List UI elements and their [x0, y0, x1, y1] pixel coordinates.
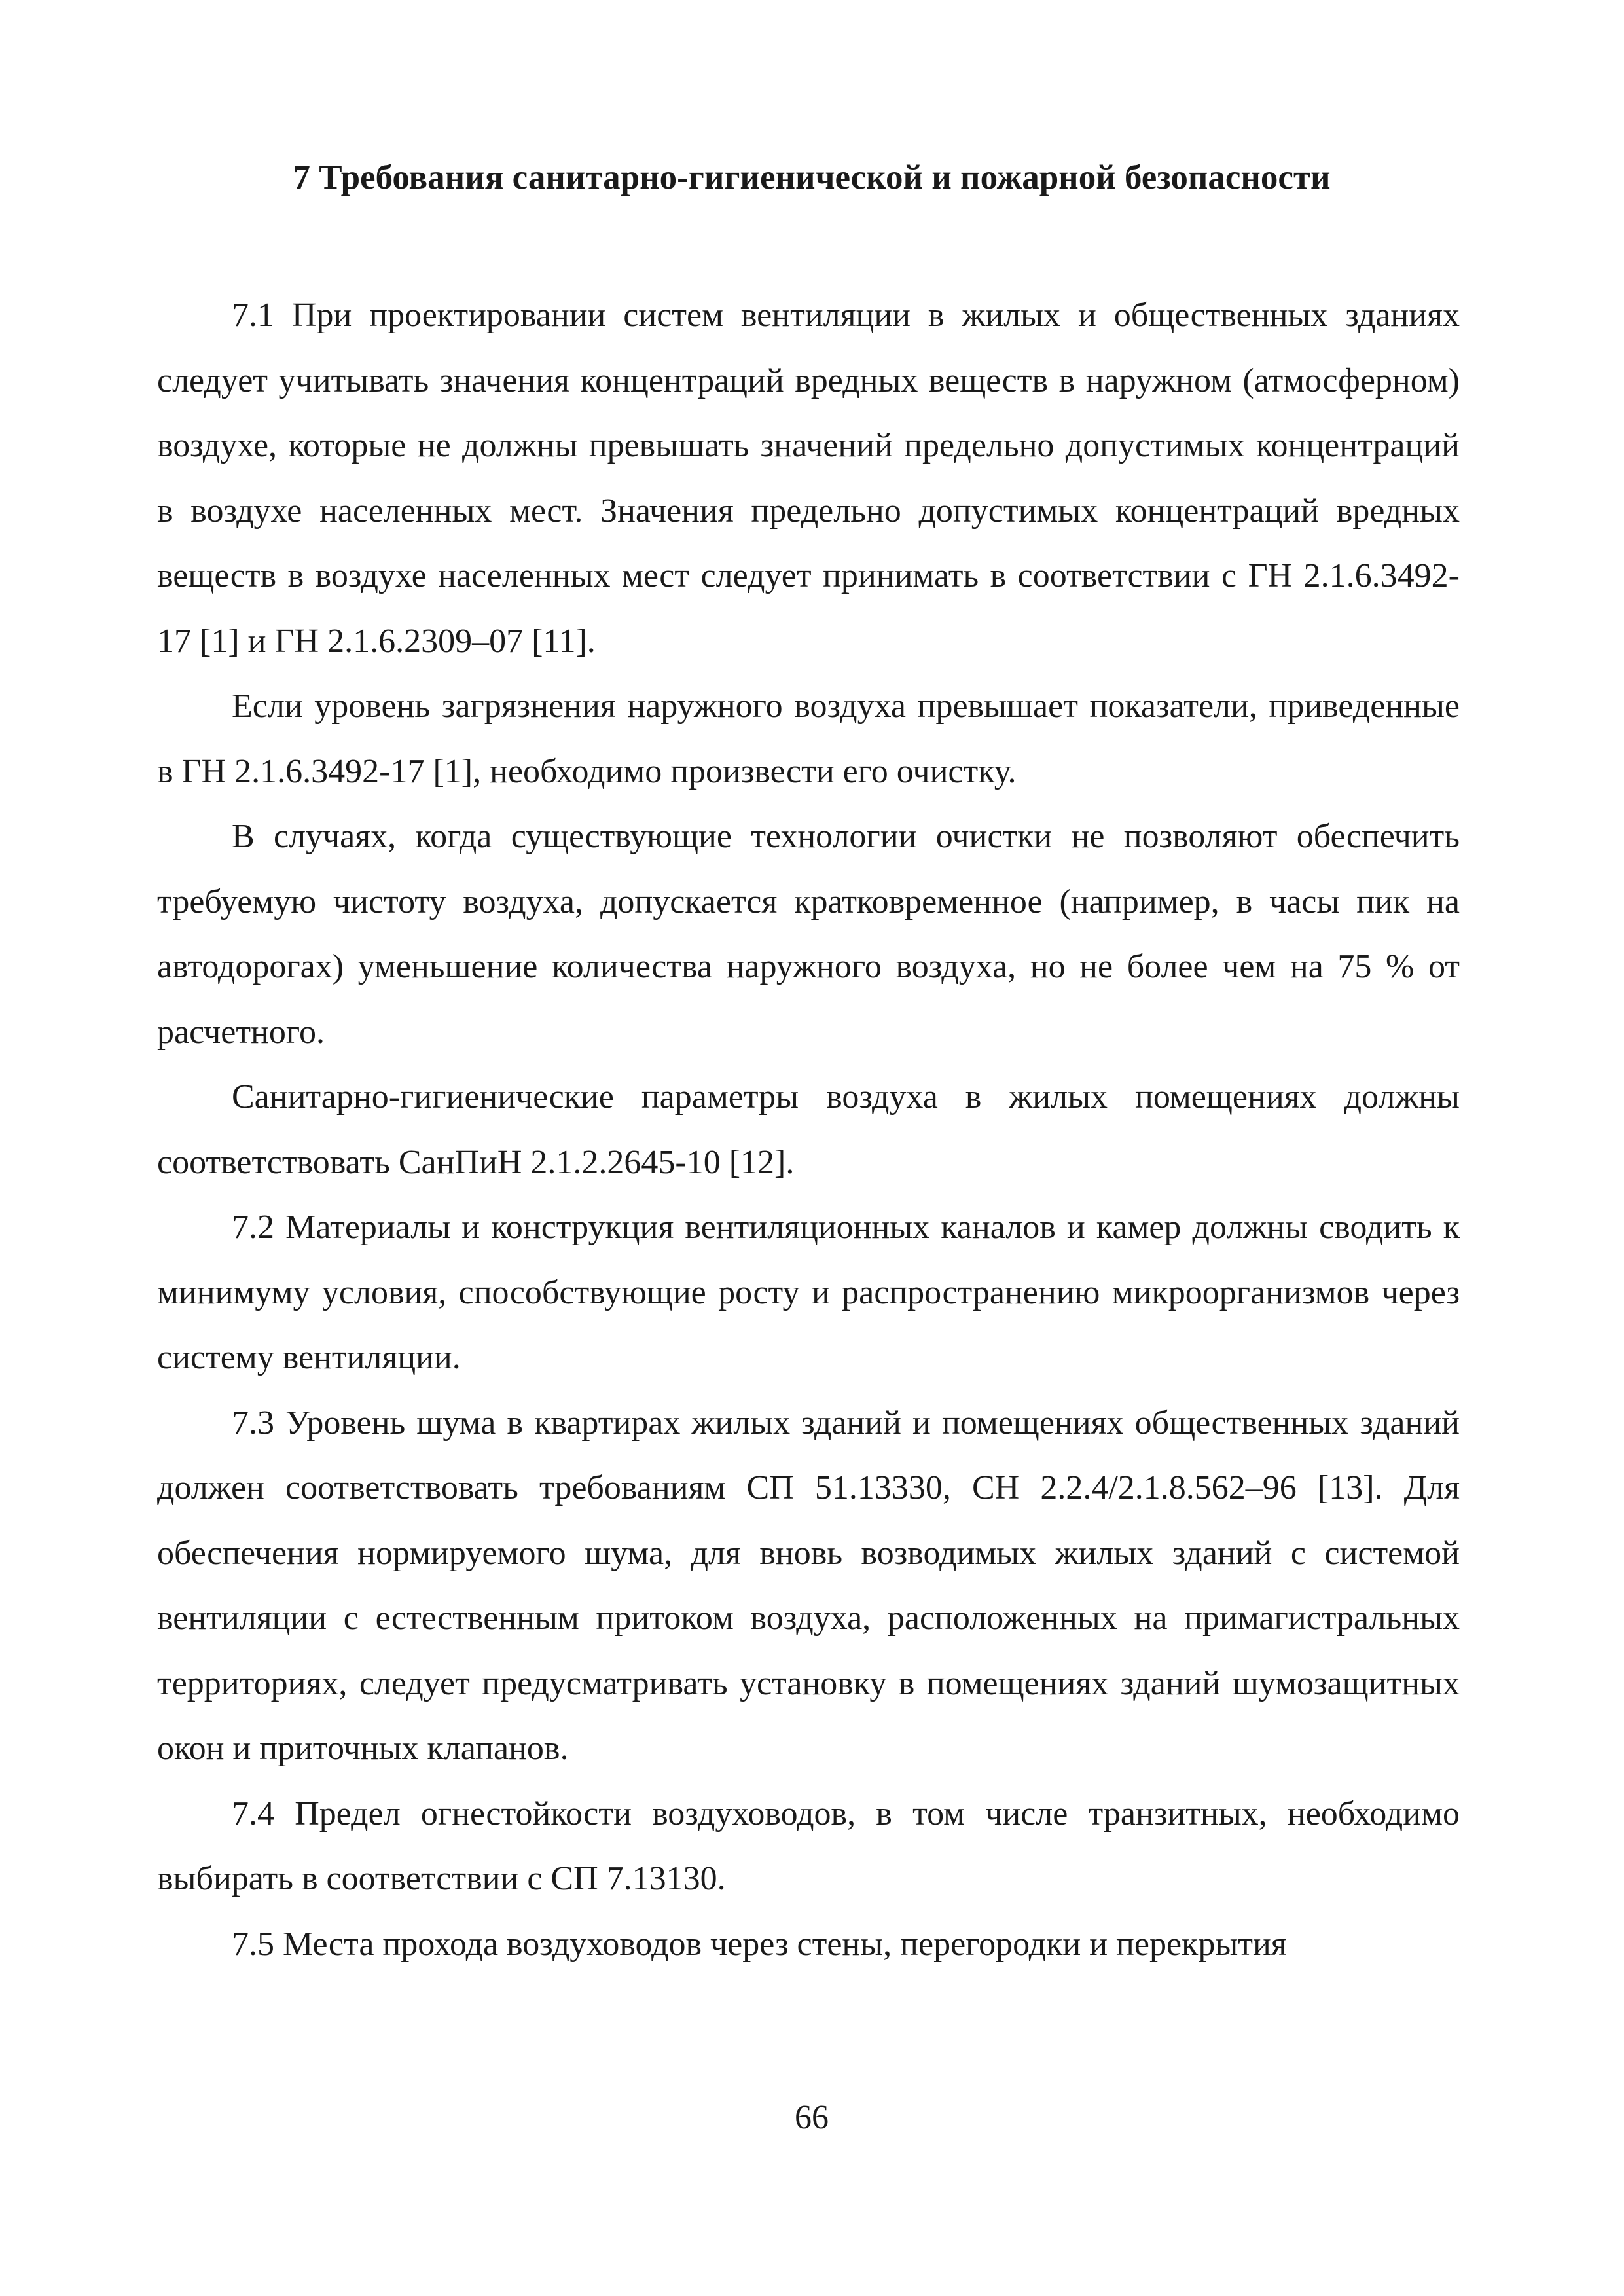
paragraph-7-3: 7.3 Уровень шума в квартирах жилых зданий и помещениях общественных зданий должен соответствовать требованиям СП 51.13330, СН 2.2.4/2.1.8.562–96 [13]. Для обеспечения нормируемого шума, для вновь возводимых жилых зданий с системой вентиляции с естественным притоком воздуха, расположенных на примагистральных территориях, следует предусматривать установку в помещениях зданий шумозащитных окон и приточных клапанов. — [157, 1404, 1460, 1767]
paragraph-7-5: 7.5 Места прохода воздуховодов через стены, перегородки и перекрытия — [232, 1925, 1287, 1963]
paragraph-sanitary-params: Санитарно-гигиенические параметры воздуха в жилых помещениях должны соответствовать СанПиН 2.1.2.2645-10 [12]. — [157, 1078, 1460, 1181]
page-number: 66 — [795, 2099, 829, 2136]
body-text — [157, 283, 1460, 1977]
section-heading: 7 Требования санитарно-гигиенической и пожарной безопасности — [293, 158, 1331, 196]
paragraph-7-4: 7.4 Предел огнестойкости воздуховодов, в том числе транзитных, необходимо выбирать в соответствии с СП 7.13130. — [157, 1795, 1460, 1897]
paragraph-7-2: 7.2 Материалы и конструкция вентиляционных каналов и камер должны сводить к минимуму условия, способствующие росту и распространению микроорганизмов через систему вентиляции. — [157, 1209, 1460, 1376]
paragraph-pollution: Если уровень загрязнения наружного воздуха превышает показатели, приведенные в ГН 2.1.6.3492-17 [1], необходимо произвести его очистку. — [157, 687, 1460, 790]
paragraph-cleaning-limits: В случаях, когда существующие технологии очистки не позволяют обеспечить требуемую чистоту воздуха, допускается кратковременное (например, в часы пик на автодорогах) уменьшение количества наружного воздуха, но не более чем на 75 % от расчетного. — [157, 818, 1460, 1051]
paragraph-7-1: 7.1 При проектировании систем вентиляции в жилых и общественных зданиях следует учитывать значения концентраций вредных веществ в наружном (атмосферном) воздухе, которые не должны превышать значений предельно допустимых концентраций в воздухе населенных мест. Значения предельно допустимых концентраций вредных веществ в воздухе населенных мест следует принимать в соответствии с ГН 2.1.6.3492-17 [1] и ГН 2.1.6.2309–07 [11]. — [157, 297, 1460, 660]
